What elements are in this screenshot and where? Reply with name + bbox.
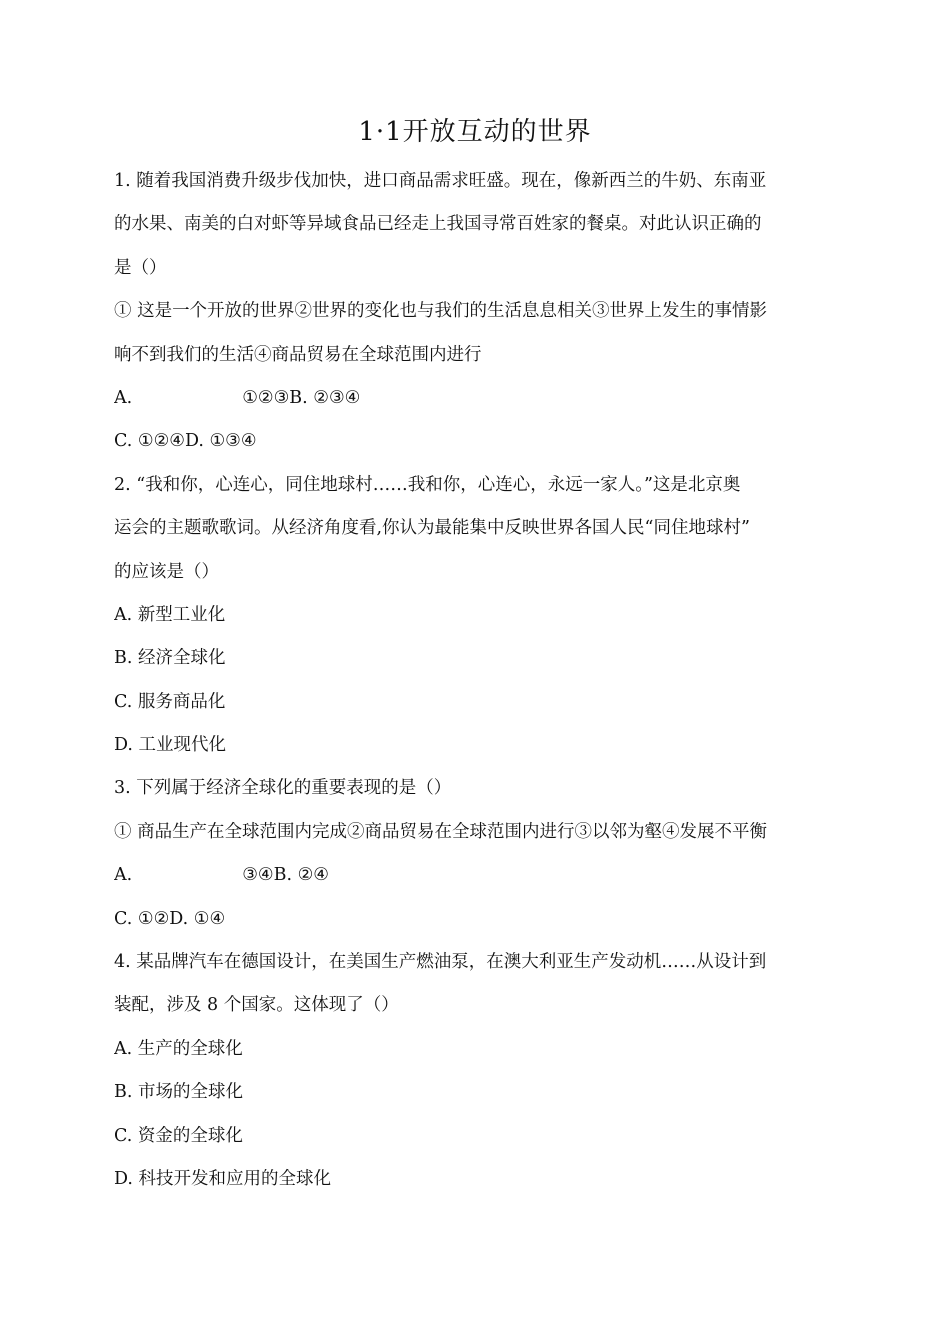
question-4-option-a: A. 生产的全球化: [114, 1038, 243, 1059]
option-a-b-text: ③④B. ②④: [242, 865, 329, 886]
question-2-option-d: D. 工业现代化: [114, 735, 227, 756]
page-title: 1·1开放互动的世界: [358, 117, 592, 147]
question-1-text-line-3: 是（）: [114, 257, 167, 278]
question-1-text-line-1: 1. 随着我国消费升级步伐加快，进口商品需求旺盛。现在，像新西兰的牛奶、东南亚: [114, 171, 767, 191]
question-4-option-b: B. 市场的全球化: [114, 1082, 243, 1103]
option-a-label: A.: [114, 387, 133, 408]
question-2-option-a: A. 新型工业化: [114, 604, 226, 625]
question-1-statements-line-1: ① 这是一个开放的世界②世界的变化也与我们的生活息息相关③世界上发生的事情影: [114, 301, 768, 322]
option-a-label: A.: [114, 865, 133, 886]
question-4: [114, 941, 834, 1201]
question-1-options-ab: [114, 377, 834, 420]
question-2-text-line-2: 运会的主题歌歌词。从经济角度看,你认为最能集中反映世界各国人民“同住地球村”: [114, 518, 750, 539]
question-1-statements-line-2: 响不到我们的生活④商品贸易在全球范围内进行: [114, 344, 482, 365]
question-2-option-c: C. 服务商品化: [114, 691, 226, 712]
question-4-text-line-1: 4. 某品牌汽车在德国设计，在美国生产燃油泵，在澳大利亚生产发动机……从设计到: [114, 952, 767, 973]
question-1: [114, 160, 834, 464]
question-2-text-line-3: 的应该是（）: [114, 561, 219, 582]
question-2-option-b: B. 经济全球化: [114, 648, 226, 669]
question-3-options-cd: C. ①②D. ①④: [114, 908, 226, 929]
question-4-option-d: D. 科技开发和应用的全球化: [114, 1168, 332, 1189]
question-1-options-cd: C. ①②④D. ①③④: [114, 431, 257, 452]
question-2: [114, 464, 834, 768]
question-3: [114, 767, 834, 941]
question-4-text-line-2: 装配，涉及 8 个国家。这体现了（）: [114, 995, 399, 1016]
question-list: [114, 160, 834, 1201]
question-3-text-line-1: 3. 下列属于经济全球化的重要表现的是（）: [114, 778, 452, 799]
question-3-options-ab: [114, 854, 834, 897]
question-1-text-line-2: 的水果、南美的白对虾等异域食品已经走上我国寻常百姓家的餐桌。对此认识正确的: [114, 214, 762, 235]
question-2-text-line-1: 2. “我和你，心连心，同住地球村……我和你，心连心，永远一家人。”这是北京奥: [114, 474, 741, 495]
option-a-b-text: ①②③B. ②③④: [242, 387, 361, 408]
question-4-option-c: C. 资金的全球化: [114, 1125, 243, 1146]
question-3-statements-line-1: ① 商品生产在全球范围内完成②商品贸易在全球范围内进行③以邻为壑④发展不平衡: [114, 821, 768, 842]
